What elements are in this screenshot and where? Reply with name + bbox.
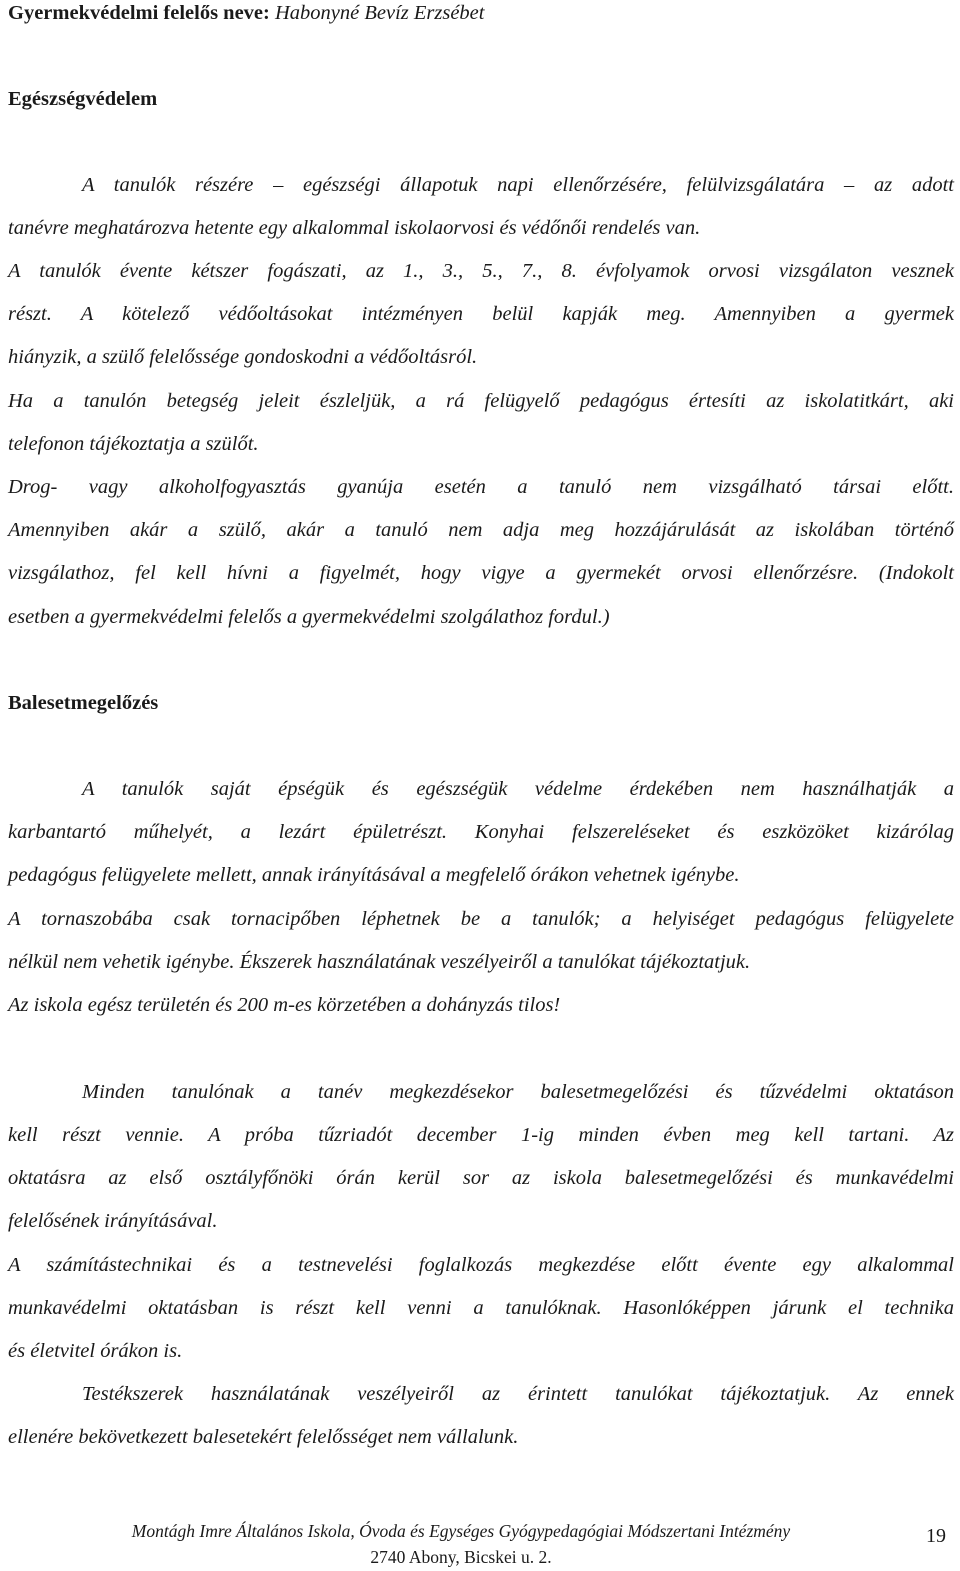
health-paragraph-line: Amennyiben akár a szülő, akár a tanuló nem adja meg hozzájárulását az iskolában történő bbox=[8, 519, 954, 541]
accident-paragraph-line: A tanulók saját épségük és egészségük védelme érdekében nem használhatják a bbox=[82, 778, 954, 800]
footer-institution: Montágh Imre Általános Iskola, Óvoda és Egységes Gyógypedagógiai Módszertani Intézmény bbox=[131, 1521, 791, 1541]
health-paragraph-line: telefonon tájékoztatja a szülőt. bbox=[8, 433, 259, 455]
accident-paragraph-line: felelősének irányításával. bbox=[8, 1210, 218, 1232]
health-paragraph-line: Drog- vagy alkoholfogyasztás gyanúja esetén a tanuló nem vizsgálható társai előtt. bbox=[8, 476, 954, 498]
section-title-health: Egészségvédelem bbox=[8, 88, 158, 110]
health-paragraph-line: A tanulók évente kétszer fogászati, az 1., 3., 5., 7., 8. évfolyamok orvosi vizsgálaton vesznek bbox=[8, 260, 954, 282]
accident-paragraph-line: A számítástechnikai és a testnevelési foglalkozás megkezdése előtt évente egy alkalommal bbox=[8, 1254, 954, 1276]
accident-paragraph-line: Az iskola egész területén és 200 m-es körzetében a dohányzás tilos! bbox=[8, 994, 561, 1016]
health-paragraph-line: esetben a gyermekvédelmi felelős a gyermekvédelmi szolgálathoz fordul.) bbox=[8, 606, 610, 628]
health-paragraph-line: hiányzik, a szülő felelőssége gondoskodni a védőoltásról. bbox=[8, 346, 478, 368]
officer-label: Gyermekvédelmi felelős neve: bbox=[8, 2, 270, 24]
accident-paragraph-line: karbantartó műhelyét, a lezárt épületrészt. Konyhai felszereléseket és eszközöket kizárólag bbox=[8, 821, 954, 843]
accident-paragraph-line: kell részt vennie. A próba tűzriadót december 1-ig minden évben meg kell tartani. Az bbox=[8, 1124, 954, 1146]
accident-paragraph-line: pedagógus felügyelete mellett, annak irányításával a megfelelő órákon vehetnek igénybe. bbox=[8, 864, 740, 886]
health-paragraph-line: tanévre meghatározva hetente egy alkalommal iskolaorvosi és védőnői rendelés van. bbox=[8, 217, 701, 239]
officer-name: Habonyné Bevíz Erzsébet bbox=[274, 2, 485, 24]
page-number: 19 bbox=[926, 1525, 946, 1547]
health-paragraph-line: részt. A kötelező védőoltásokat intézményen belül kapják meg. Amennyiben a gyermek bbox=[8, 303, 954, 325]
section-title-accident-prevention: Balesetmegelőzés bbox=[8, 692, 159, 714]
health-paragraph-line: Ha a tanulón betegség jeleit észleljük, a rá felügyelő pedagógus értesíti az iskolatitkárt, aki bbox=[8, 390, 954, 412]
accident-paragraph-line: Minden tanulónak a tanév megkezdésekor balesetmegelőzési és tűzvédelmi oktatáson bbox=[82, 1081, 954, 1103]
health-paragraph-line: vizsgálathoz, fel kell hívni a figyelmét, hogy vigye a gyermekét orvosi ellenőrzésre. (Indokolt bbox=[8, 562, 954, 584]
accident-paragraph-line: Testékszerek használatának veszélyeiről az érintett tanulókat tájékoztatjuk. Az ennek bbox=[82, 1383, 954, 1405]
health-paragraph-line: A tanulók részére – egészségi állapotuk napi ellenőrzésére, felülvizsgálatára – az adott bbox=[82, 174, 954, 196]
accident-paragraph-line: oktatásra az első osztályfőnöki órán kerül sor az iskola balesetmegelőzési és munkavédelmi bbox=[8, 1167, 954, 1189]
footer-address: 2740 Abony, Bicskei u. 2. bbox=[370, 1547, 552, 1567]
accident-paragraph-line: és életvitel órákon is. bbox=[8, 1340, 183, 1362]
accident-paragraph-line: munkavédelmi oktatásban is részt kell venni a tanulóknak. Hasonlóképpen járunk el technika bbox=[8, 1297, 954, 1319]
accident-paragraph-line: nélkül nem vehetik igénybe. Ékszerek használatának veszélyeiről a tanulókat tájékoztatjuk. bbox=[8, 951, 751, 973]
accident-paragraph-line: ellenére bekövetkezett balesetekért felelősséget nem vállalunk. bbox=[8, 1426, 519, 1448]
child-protection-officer-line bbox=[8, 0, 484, 26]
accident-paragraph-line: A tornaszobába csak tornacipőben léphetnek be a tanulók; a helyiséget pedagógus felügyelete bbox=[8, 908, 954, 930]
